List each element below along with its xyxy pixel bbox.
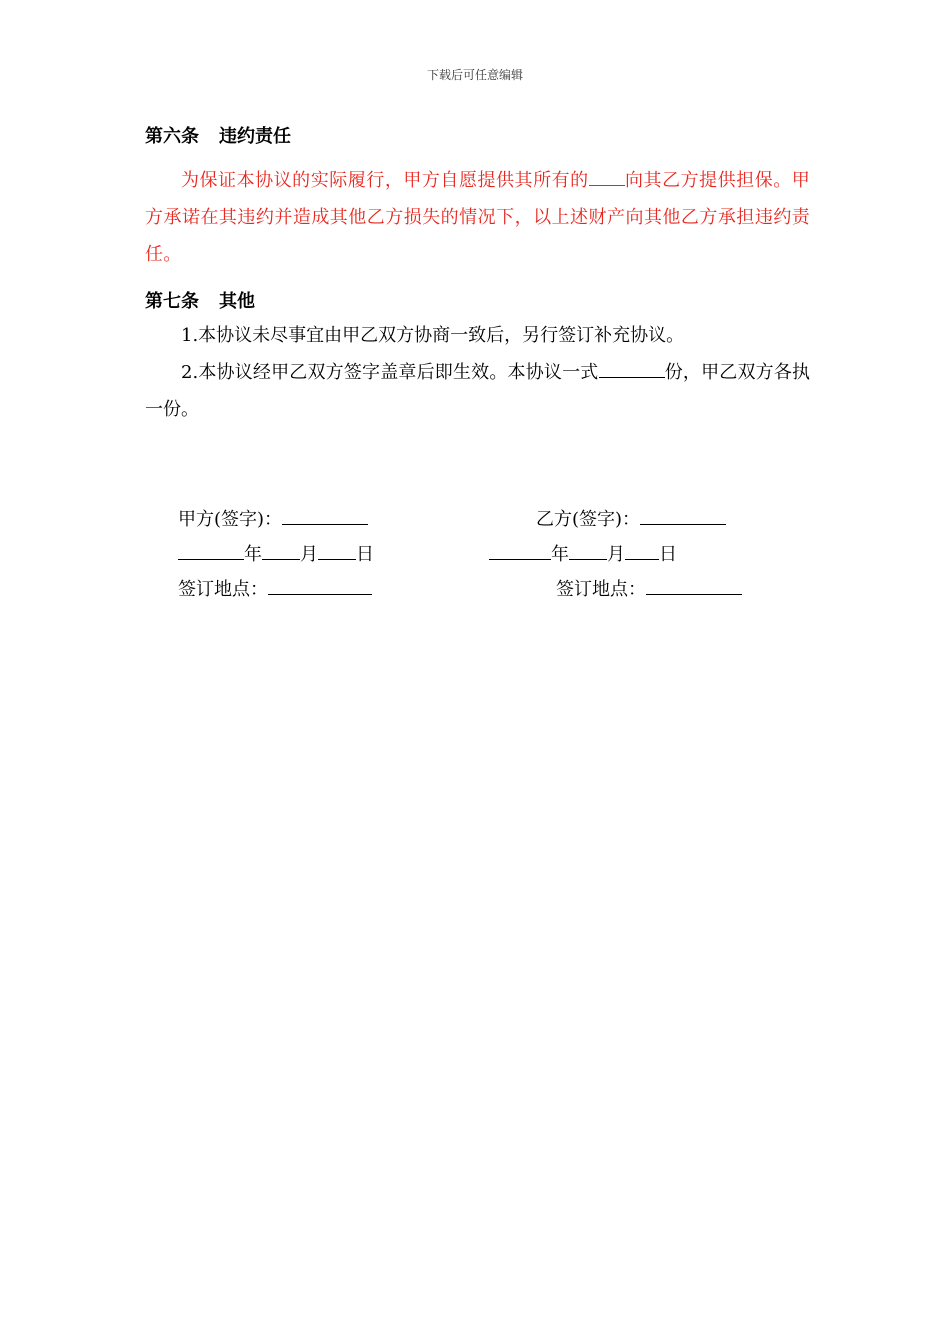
party-b-year-label: 年 (551, 544, 569, 565)
party-b-year-blank[interactable] (489, 541, 551, 560)
party-a-month-blank[interactable] (262, 541, 300, 560)
party-b-place-blank[interactable] (646, 576, 742, 595)
article-7-title: 其他 (219, 291, 255, 312)
article-7-item-2 (145, 354, 810, 428)
article-6-text-part1: 为保证本协议的实际履行，甲方自愿提供其所有的 (181, 170, 589, 191)
party-b-day-label: 日 (659, 544, 677, 565)
article-6-title: 违约责任 (219, 126, 291, 147)
party-a-place-blank[interactable] (268, 576, 372, 595)
party-a-label: 甲方(签字)： (178, 509, 283, 530)
article-7-heading (145, 287, 810, 317)
article-6-number: 第六条 (145, 126, 199, 147)
party-b-day-blank[interactable] (625, 541, 659, 560)
party-a-day-label: 日 (356, 544, 374, 565)
article-7-number: 第七条 (145, 291, 199, 312)
party-a-signature-line (178, 506, 368, 532)
party-a-place-label: 签订地点： (178, 579, 268, 600)
article-6-paragraph (145, 162, 810, 273)
party-a-year-blank[interactable] (178, 541, 244, 560)
party-b-signature-line (536, 506, 726, 532)
article-7-item-2-part1: 2.本协议经甲乙双方签字盖章后即生效。本协议一式 (181, 362, 599, 383)
article-6-text-part2: 向其乙方提供担保。甲方承诺在其违约并造成其他乙方损失的情况下，以上述财产向其他乙方承担违约责任。 (145, 170, 810, 265)
party-a-day-blank[interactable] (318, 541, 356, 560)
party-b-date-line (489, 541, 677, 567)
party-a-date-line (178, 541, 374, 567)
party-b-label: 乙方(签字)： (536, 509, 641, 530)
party-b-signature-blank[interactable] (640, 506, 726, 525)
copies-blank[interactable] (599, 359, 665, 378)
article-7-item-2-part2: 份，甲乙双方各执一份。 (145, 362, 811, 420)
party-b-place-line (556, 576, 742, 602)
party-b-place-label: 签订地点： (556, 579, 646, 600)
party-a-month-label: 月 (300, 544, 318, 565)
party-a-year-label: 年 (244, 544, 262, 565)
header-note: 下载后可任意编辑 (426, 68, 523, 82)
article-7-item-1: 1.本协议未尽事宜由甲乙双方协商一致后，另行签订补充协议。 (181, 325, 685, 346)
article-6-heading (145, 122, 810, 152)
party-a-place-line (178, 576, 372, 602)
party-b-month-label: 月 (607, 544, 625, 565)
party-b-month-blank[interactable] (569, 541, 607, 560)
property-blank[interactable] (589, 167, 625, 186)
document-body (145, 122, 810, 428)
party-a-signature-blank[interactable] (282, 506, 368, 525)
